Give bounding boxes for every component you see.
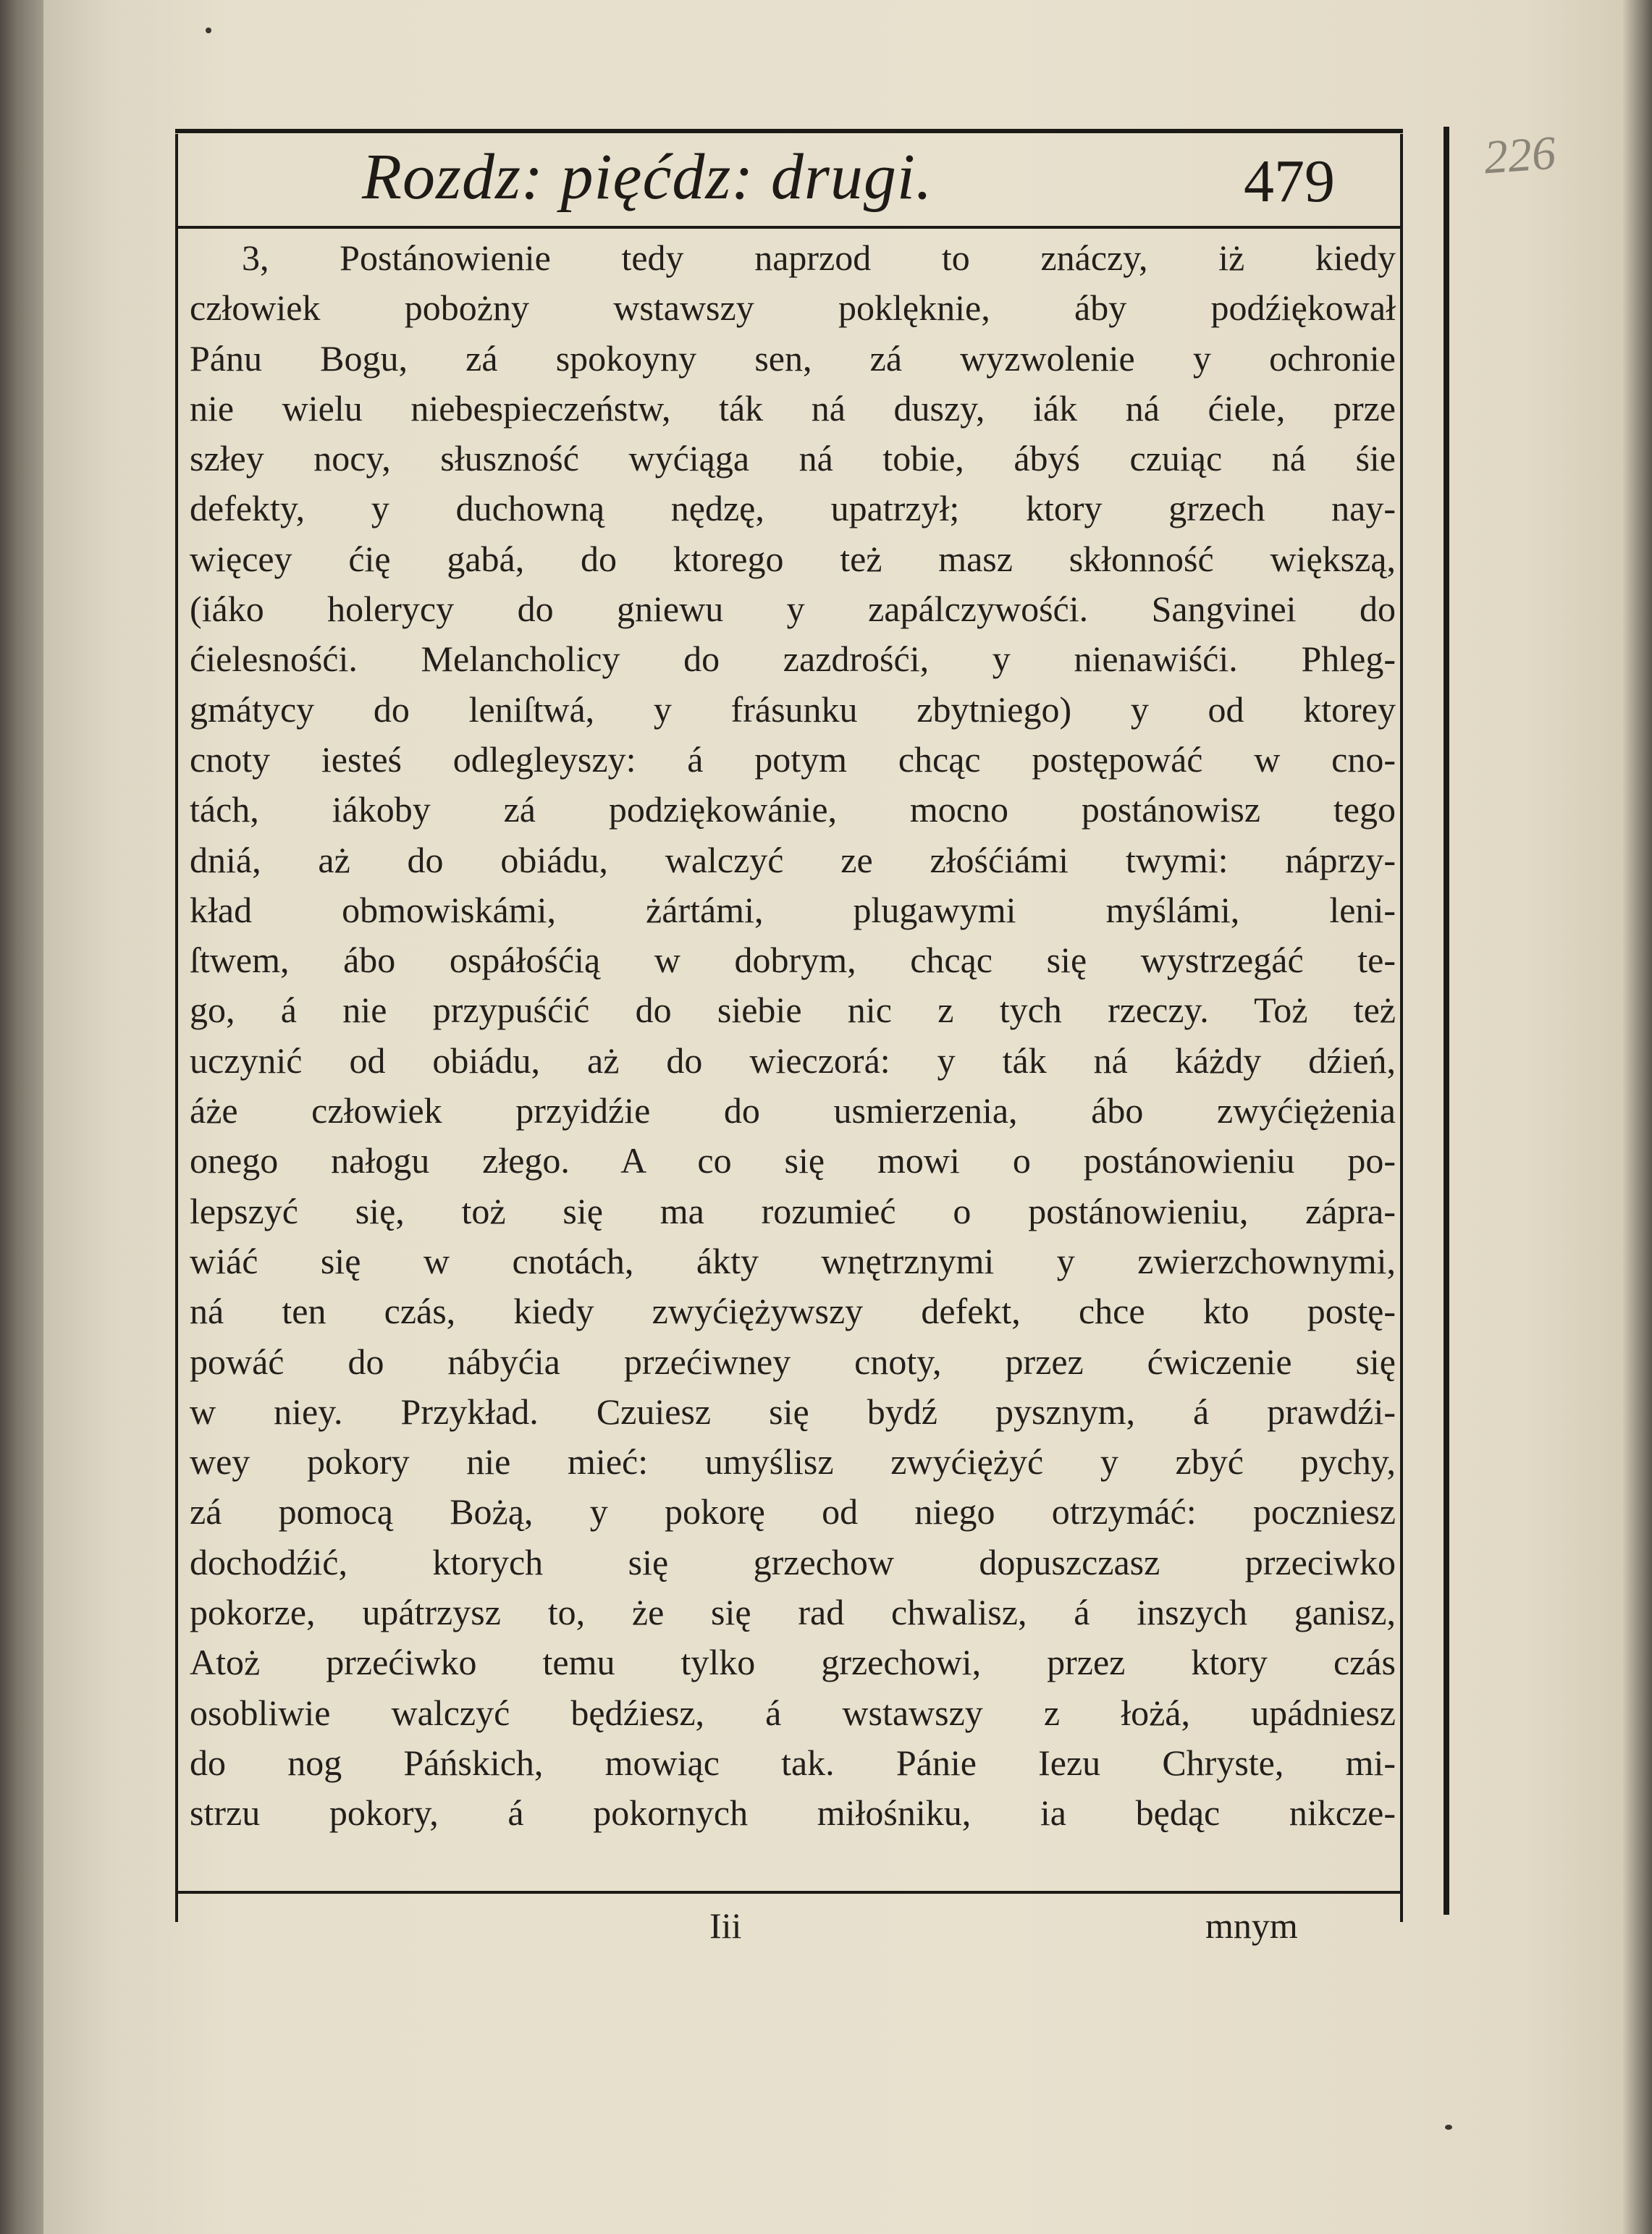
text-line: lepszyć się, toż się ma rozumieć o postánowieniu, zápra- <box>190 1190 1396 1231</box>
text-line: 3, Postánowienie tedy naprzod to znáczy, iż kiedy <box>242 237 1396 278</box>
text-line: więcey ćię gabá, do ktorego też masz skłonność większą, <box>190 538 1396 579</box>
signature-mark: Iii <box>709 1905 742 1946</box>
text-line: pokorze, upátrzysz to, że się rad chwalisz, á inszych ganisz, <box>190 1592 1396 1633</box>
text-line: kład obmowiskámi, żártámi, plugawymi myślámi, leni- <box>190 889 1396 930</box>
text-line: powáć do nábyćia przećiwney cnoty, przez ćwiczenie się <box>190 1341 1396 1382</box>
outer-margin-rule <box>1444 127 1449 1915</box>
page-number: 479 <box>1244 148 1335 215</box>
text-line: cnoty iesteś odlegleyszy: á potym chcąc postępowáć w cno- <box>190 738 1396 780</box>
catchword: mnym <box>1205 1905 1298 1946</box>
text-line: strzu pokory, á pokornych miłośniku, ia będąc nikcze- <box>190 1792 1396 1834</box>
text-line: defekty, y duchowną nędzę, upatrzył; ktory grzech nay- <box>190 488 1396 529</box>
text-line: ná ten czás, kiedy zwyćiężywszy defekt, chce kto postę- <box>190 1291 1396 1332</box>
text-line: gmátycy do leniſtwá, y frásunku zbytniego) y od ktorey <box>190 688 1396 730</box>
headline-rule <box>178 226 1400 229</box>
text-line: w niey. Przykład. Czuiesz się bydź pysznym, á prawdźi- <box>190 1391 1396 1432</box>
running-head: Rozdz: pięćdz: drugi. <box>362 141 933 213</box>
ink-speck <box>206 28 211 33</box>
top-rule <box>175 129 1403 133</box>
footer-rule <box>178 1891 1400 1894</box>
text-line: áże człowiek przyidźie do usmierzenia, ábo zwyćiężenia <box>190 1090 1396 1131</box>
text-line: dniá, aż do obiádu, walczyć ze złośćiámi twymi: náprzy- <box>190 839 1396 880</box>
text-line: (iáko holerycy do gniewu y zapálczywośći. Sangvinei do <box>190 589 1396 630</box>
text-line: dochodźić, ktorych się grzechow dopuszczasz przeciwko <box>190 1541 1396 1582</box>
text-line: uczynić od obiádu, aż do wieczorá: y ták ná káżdy dźień, <box>190 1040 1396 1081</box>
text-line: onego nałogu złego. A co się mowi o postánowieniu po- <box>190 1140 1396 1181</box>
text-line: człowiek pobożny wstawszy poklęknie, áby podźiękował <box>190 287 1396 329</box>
page-edge <box>1623 0 1652 2234</box>
text-line: Pánu Bogu, zá spokoyny sen, zá wyzwolenie y ochronie <box>190 337 1396 379</box>
text-line: wey pokory nie mieć: umyślisz zwyćiężyć y zbyć pychy, <box>190 1441 1396 1483</box>
ink-speck <box>1445 2125 1452 2130</box>
text-line: Atoż przećiwko temu tylko grzechowi, przez ktory czás <box>190 1642 1396 1683</box>
text-line: go, á nie przypuśćić do siebie nic z tych rzeczy. Toż też <box>190 990 1396 1031</box>
text-line: ćielesnośći. Melancholicy do zazdrośći, y nienawiśći. Phleg- <box>190 638 1396 680</box>
text-line: nie wielu niebespieczeństw, ták ná duszy, iák ná ćiele, prze <box>190 387 1396 429</box>
book-gutter <box>0 0 43 2234</box>
text-line: osobliwie walczyć będźiesz, á wstawszy z łożá, upádniesz <box>190 1692 1396 1733</box>
text-line: ſtwem, ábo ospáłośćią w dobrym, chcąc się wystrzegáć te- <box>190 940 1396 981</box>
text-line: szłey nocy, słuszność wyćiąga ná tobie, ábyś czuiąc ná śie <box>190 438 1396 479</box>
text-line: wiáć się w cnotách, ákty wnętrznymi y zwierzchownymi, <box>190 1240 1396 1281</box>
body-text <box>190 233 1396 1839</box>
pencil-folio-mark: 226 <box>1482 126 1558 185</box>
text-line: tách, iákoby zá podziękowánie, mocno postánowisz tego <box>190 789 1396 830</box>
text-line: zá pomocą Bożą, y pokorę od niego otrzymáć: poczniesz <box>190 1491 1396 1533</box>
text-line: do nog Páńskich, mowiąc tak. Pánie Iezu Chryste, mi- <box>190 1742 1396 1783</box>
